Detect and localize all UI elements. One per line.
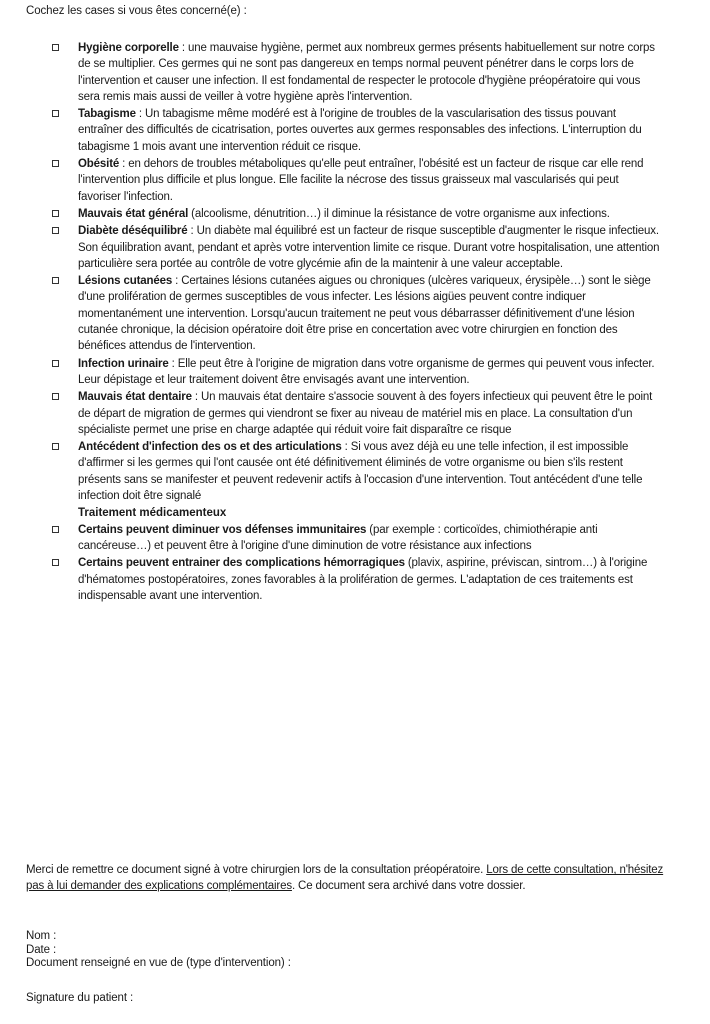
- list-item: [50, 356, 662, 389]
- medication-subheading: Traitement médicamenteux: [78, 507, 227, 520]
- item-text: (alcoolisme, dénutrition…) il diminue la résistance de votre organisme aux infections.: [188, 207, 610, 220]
- item-text: (par exemple : corticoïdes, chimiothérapie anti cancéreuse…) et peuvent être à l'origine d'une diminution de votre résistance aux infections: [78, 523, 598, 552]
- item-text: : une mauvaise hygiène, permet aux nombreux germes présents habituellement sur notre corps de se multiplier. Ces germes qui ne sont pas dangereux en temps normal peuvent pénétrer dans le corps lors de l'intervention et causer une infection. Il est fondamental de respecter le protocole d'hygiène préopératoire qui vous sera remis mais aussi de veiller à votre hygiène après l'intervention.: [78, 42, 655, 103]
- checkbox-lesions-cutanees[interactable]: [52, 277, 59, 284]
- item-text: : en dehors de troubles métaboliques qu'elle peut entraîner, l'obésité est un facteur de risque car elle rend l'intervention plus difficile et plus longue. Elle facilite la nécrose des tissus graisseux mal vascularisés qui peut favoriser l'infection.: [78, 158, 644, 203]
- item-text: : Si vous avez déjà eu une telle infection, il est impossible d'affirmer si les germes qui l'ont causée ont été définitivement éliminés de votre organisme ou bien s'ils restent présents sans se manifester et peuvent redevenir actifs à l'occasion d'une intervention. Tout antécédent d'une telle infection doit être signalé: [78, 441, 643, 503]
- item-text: : Un tabagisme même modéré est à l'origine de troubles de la vascularisation des tissus pouvant entraîner des difficultés de cicatrisation, portes ouvertes aux germes responsables des infections. L'interruption du tabagisme 1 mois avant une intervention réduit ce risque.: [78, 108, 642, 153]
- list-item: [50, 522, 662, 555]
- item-title: Diabète déséquilibré: [78, 225, 188, 238]
- patient-fields: [26, 930, 291, 971]
- item-text: : Un diabète mal équilibré est un facteur de risque susceptible d'augmenter le risque infectieux. Son équilibration avant, pendant et après votre intervention limite ce risque. Durant votre hospitalisation, une attention particulière sera portée au contrôle de votre glycémie afin de la maintenir à une valeur acceptable.: [78, 225, 660, 270]
- list-item: [50, 555, 662, 604]
- item-title: Certains peuvent entrainer des complications hémorragiques: [78, 557, 405, 570]
- checkbox-obesite[interactable]: [52, 160, 59, 167]
- item-title: Hygiène corporelle: [78, 42, 179, 54]
- item-title: Lésions cutanées: [78, 275, 173, 288]
- checkbox-infection-urinaire[interactable]: [52, 360, 59, 367]
- checkbox-etat-general[interactable]: [52, 210, 59, 217]
- list-item: [50, 206, 662, 222]
- closing-paragraph: [26, 862, 666, 895]
- list-item: [50, 273, 662, 354]
- list-item: [50, 40, 662, 105]
- item-title: Antécédent d'infection des os et des articulations: [78, 441, 342, 454]
- nom-field-label: Nom :: [26, 930, 57, 942]
- list-item: [50, 223, 662, 272]
- list-item: [50, 439, 662, 504]
- item-text: : Elle peut être à l'origine de migration dans votre organisme de germes qui peuvent vous infecter. Leur dépistage et leur traitement doivent être envisagés avant une intervention.: [78, 357, 655, 386]
- checkbox-hygiene[interactable]: [52, 44, 59, 51]
- signature-label: Signature du patient :: [26, 992, 134, 1004]
- item-title: Obésité: [78, 158, 120, 171]
- risk-factor-list: [50, 40, 662, 605]
- list-item: [50, 389, 662, 438]
- checkbox-etat-dentaire[interactable]: [52, 393, 59, 400]
- item-title: Mauvais état général: [78, 207, 189, 220]
- intro-instruction: Cochez les cases si vous êtes concerné(e) :: [26, 5, 247, 17]
- item-text: (plavix, aspirine, préviscan, sintrom…) à l'origine d'hématomes postopératoires, zones favorables à la prolifération de germes. L'adaptation de ces traitements est indispensable avant une intervention.: [78, 557, 648, 602]
- checkbox-diabete[interactable]: [52, 227, 59, 234]
- item-title: Certains peuvent diminuer vos défenses immunitaires: [78, 523, 367, 536]
- item-title: Tabagisme: [78, 108, 136, 121]
- item-text: : Certaines lésions cutanées aigues ou chroniques (ulcères variqueux, érysipèle…) sont le siège d'une prolifération de germes susceptibles de vous infecter. Les lésions aigües peuvent contre indiquer momentanément une intervention. Lorsqu'aucun traitement ne peut vous débarrasser définitivement d'une lésion cutanée chronique, la décision opératoire doit être prise en concertation avec votre chirurgien en fonction des bénéfices attendus de l'intervention.: [78, 275, 651, 353]
- checkbox-tabagisme[interactable]: [52, 110, 59, 117]
- item-title: Infection urinaire: [78, 357, 169, 370]
- date-field-label: Date :: [26, 943, 57, 956]
- closing-text-2: . Ce document sera archivé dans votre dossier.: [291, 880, 526, 893]
- checkbox-complications-hemorragiques[interactable]: [52, 559, 59, 566]
- intervention-type-field-label: Document renseigné en vue de (type d'intervention) :: [26, 957, 291, 969]
- item-title: Mauvais état dentaire: [78, 391, 192, 404]
- item-text: : Un mauvais état dentaire s'associe souvent à des foyers infectieux qui peuvent être le point de départ de migration de germes qui viendront se fixer au niveau de matériel mis en place. La consultation d'un spécialiste permet une prise en charge adaptée qui réduit voire fait disparaître ce risque: [78, 391, 653, 436]
- closing-underlined-text: Lors de cette consultation, n'hésitez pas à lui demander des explications complémentaires: [26, 864, 664, 893]
- list-item: [50, 106, 662, 155]
- closing-text-1: Merci de remettre ce document signé à votre chirurgien lors de la consultation préopératoire.: [26, 864, 487, 876]
- checkbox-defenses-immunitaires[interactable]: [52, 526, 59, 533]
- checkbox-antecedent-infection[interactable]: [52, 443, 59, 450]
- list-item: [50, 156, 662, 205]
